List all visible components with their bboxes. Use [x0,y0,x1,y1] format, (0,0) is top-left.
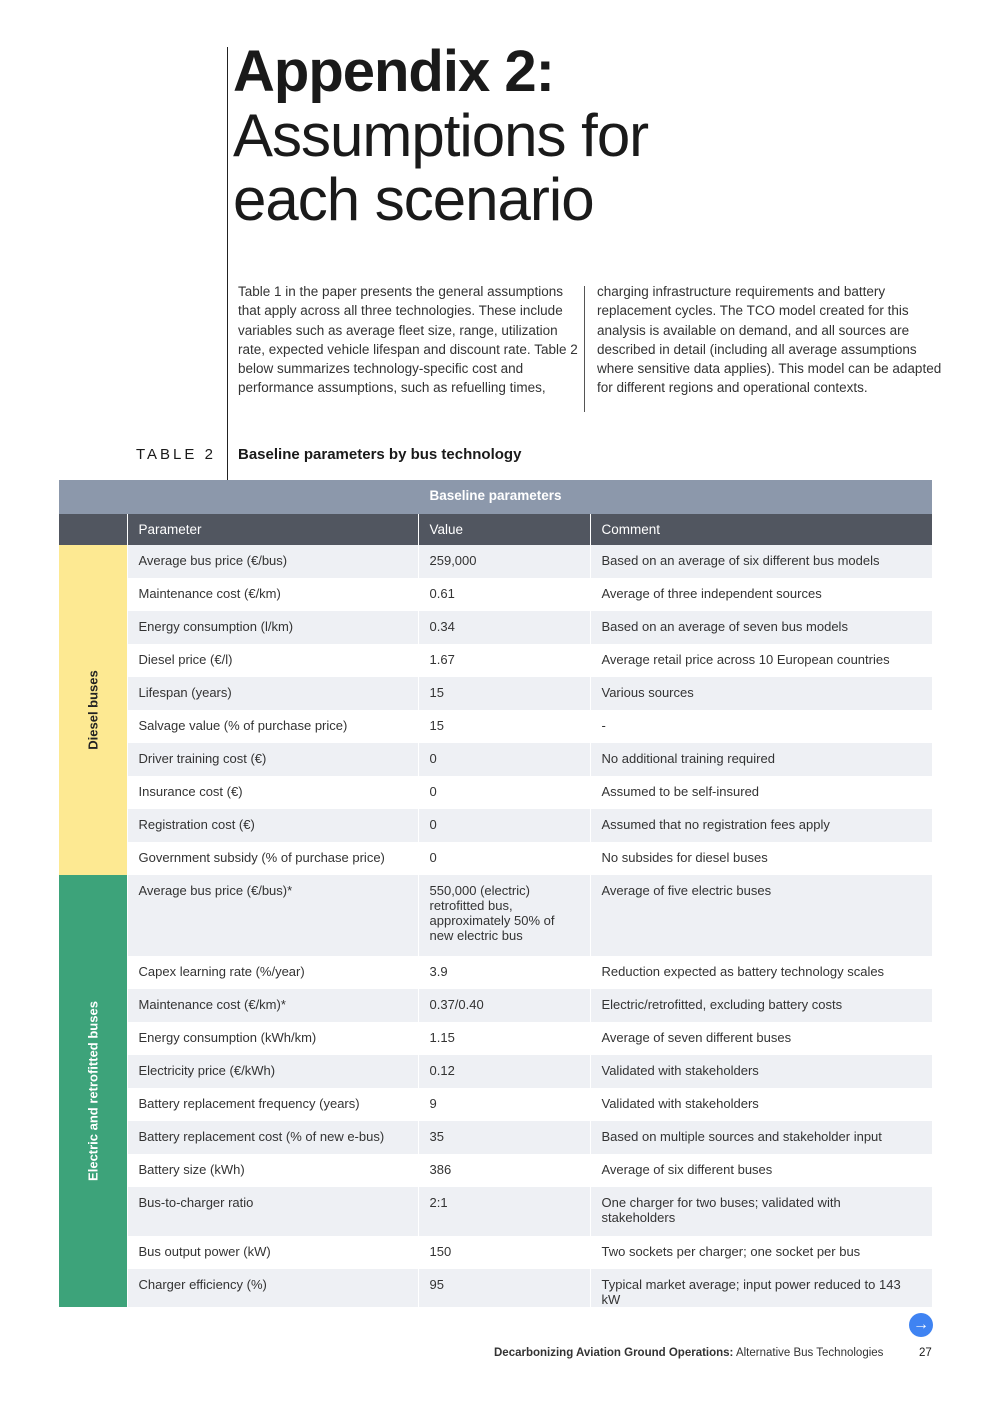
table-row [59,776,932,809]
value-cell: 0 [418,842,590,875]
parameter-cell: Energy consumption (kWh/km) [127,1022,418,1055]
table-row [59,710,932,743]
parameter-cell: Electricity price (€/kWh) [127,1055,418,1088]
table-row [59,1088,932,1121]
table-row [59,644,932,677]
comment-cell: Based on multiple sources and stakeholder input [590,1121,932,1154]
next-page-arrow-icon[interactable]: → [909,1313,933,1337]
header-parameter: Parameter [127,514,418,545]
parameter-cell: Battery size (kWh) [127,1154,418,1187]
comment-cell: Validated with stakeholders [590,1088,932,1121]
header-comment: Comment [590,514,932,545]
parameter-cell: Registration cost (€) [127,809,418,842]
table-row [59,611,932,644]
table-row [59,1236,932,1269]
comment-cell: Based on an average of seven bus models [590,611,932,644]
comment-cell: Typical market average; input power reduced to 143 kW [590,1269,932,1307]
comment-cell: - [590,710,932,743]
table-title: Baseline parameters by bus technology [238,446,522,463]
column-divider [584,286,585,412]
table-row [59,1121,932,1154]
comment-cell: One charger for two buses; validated with stakeholders [590,1187,932,1236]
page-number: 27 [919,1347,932,1359]
value-cell: 35 [418,1121,590,1154]
comment-cell: Average of five electric buses [590,875,932,956]
table-row [59,1022,932,1055]
comment-cell: Reduction expected as battery technology scales [590,956,932,989]
parameter-cell: Average bus price (€/bus) [127,545,418,578]
electric-group-label [59,875,127,1307]
footer-bold: Decarbonizing Aviation Ground Operations: [494,1347,734,1359]
parameter-cell: Diesel price (€/l) [127,644,418,677]
value-cell: 3.9 [418,956,590,989]
table-row [59,545,932,578]
table-row [59,842,932,875]
group-header: Baseline parameters [59,480,932,514]
value-cell: 0 [418,776,590,809]
value-cell: 386 [418,1154,590,1187]
parameter-cell: Average bus price (€/bus)* [127,875,418,956]
baseline-parameters-table [59,480,932,1307]
comment-cell: Validated with stakeholders [590,1055,932,1088]
table-row [59,1055,932,1088]
page-title [233,40,648,232]
table-row [59,578,932,611]
parameter-cell: Capex learning rate (%/year) [127,956,418,989]
table-row [59,1187,932,1236]
title-line-1: Appendix 2: [233,39,554,104]
comment-cell: Average of seven different buses [590,1022,932,1055]
value-cell: 9 [418,1088,590,1121]
intro-col-2: charging infrastructure requirements and battery replacement cycles. The TCO model created for this analysis is available on demand, and all sources are described in detail (including all average assumptions where sensitive data applies). This model can be adapted for different regions and operational contexts. [597,284,942,396]
table-row [59,809,932,842]
comment-cell: Various sources [590,677,932,710]
comment-cell: No additional training required [590,743,932,776]
comment-cell: Based on an average of six different bus models [590,545,932,578]
intro-col-1: Table 1 in the paper presents the general assumptions that apply across all three technologies. These include variables such as average fleet size, range, utilization rate, expected vehicle lifespan and discount rate. Table 2 below summarizes technology-specific cost and performance assumptions, such as refuelling times, [238,284,578,396]
comment-cell: Electric/retrofitted, excluding battery costs [590,989,932,1022]
value-cell: 0.34 [418,611,590,644]
value-cell: 150 [418,1236,590,1269]
comment-cell: No subsides for diesel buses [590,842,932,875]
value-cell: 0.37/0.40 [418,989,590,1022]
parameter-cell: Bus-to-charger ratio [127,1187,418,1236]
value-cell: 0.12 [418,1055,590,1088]
parameter-cell: Energy consumption (l/km) [127,611,418,644]
table-row [59,989,932,1022]
parameter-cell: Insurance cost (€) [127,776,418,809]
table-row [59,743,932,776]
parameter-cell: Charger efficiency (%) [127,1269,418,1307]
comment-cell: Assumed that no registration fees apply [590,809,932,842]
table-row [59,875,932,956]
table-row [59,1154,932,1187]
value-cell: 0.61 [418,578,590,611]
parameter-cell: Battery replacement cost (% of new e-bus) [127,1121,418,1154]
group-label-text: Diesel buses [85,670,101,750]
value-cell: 95 [418,1269,590,1307]
value-cell: 1.67 [418,644,590,677]
parameter-cell: Maintenance cost (€/km) [127,578,418,611]
value-cell: 15 [418,677,590,710]
value-cell: 15 [418,710,590,743]
parameter-cell: Government subsidy (% of purchase price) [127,842,418,875]
value-cell: 0 [418,743,590,776]
parameter-cell: Battery replacement frequency (years) [127,1088,418,1121]
value-cell: 550,000 (electric) retrofitted bus, approximately 50% of new electric bus [418,875,590,956]
title-line-2: Assumptions for [233,102,649,169]
comment-cell: Two sockets per charger; one socket per bus [590,1236,932,1269]
table-label: TABLE 2 [136,446,216,463]
table-row [59,677,932,710]
parameter-cell: Lifespan (years) [127,677,418,710]
value-cell: 0 [418,809,590,842]
footer-rest: Alternative Bus Technologies [733,1347,884,1359]
value-cell: 259,000 [418,545,590,578]
table-row [59,956,932,989]
parameter-cell: Salvage value (% of purchase price) [127,710,418,743]
comment-cell: Average of six different buses [590,1154,932,1187]
parameter-cell: Maintenance cost (€/km)* [127,989,418,1022]
title-line-3: each scenario [233,166,594,233]
parameter-cell: Bus output power (kW) [127,1236,418,1269]
diesel-group-label [59,545,127,875]
table-row [59,1269,932,1307]
value-cell: 1.15 [418,1022,590,1055]
footer-title [494,1347,883,1359]
header-spacer [59,514,127,545]
title-rule [227,47,228,480]
header-value: Value [418,514,590,545]
group-label-text: Electric and retrofitted buses [85,1001,101,1181]
comment-cell: Assumed to be self-insured [590,776,932,809]
value-cell: 2:1 [418,1187,590,1236]
comment-cell: Average retail price across 10 European countries [590,644,932,677]
comment-cell: Average of three independent sources [590,578,932,611]
parameter-cell: Driver training cost (€) [127,743,418,776]
